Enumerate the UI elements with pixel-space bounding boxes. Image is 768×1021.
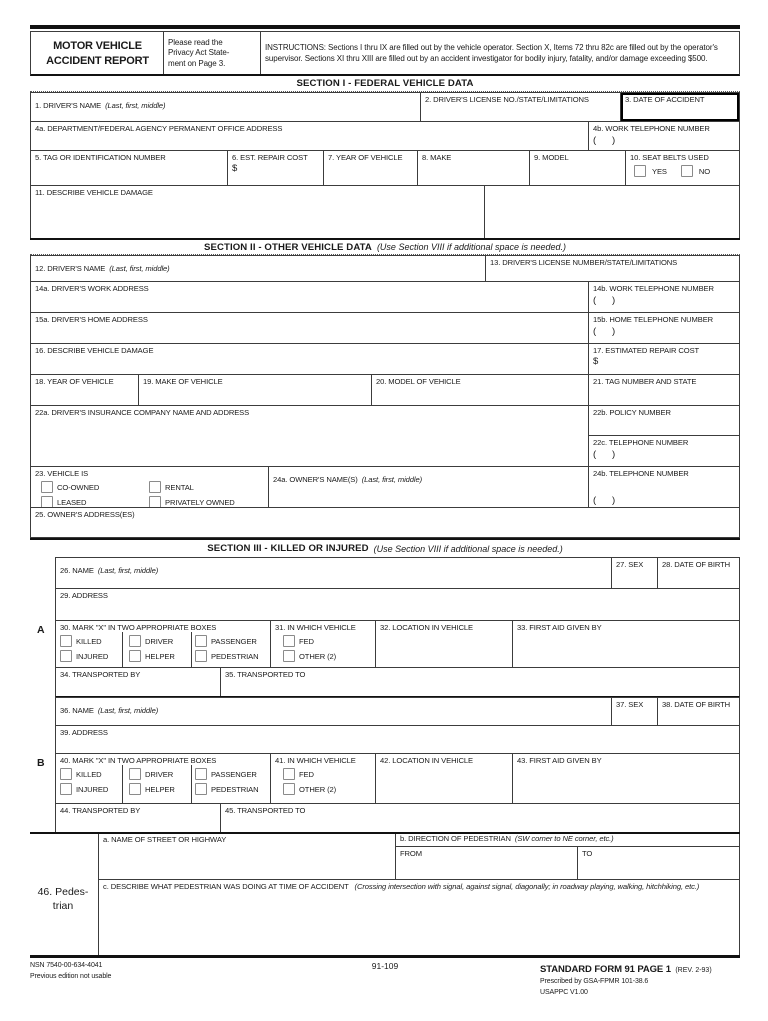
checkbox-fed-b[interactable] bbox=[283, 768, 295, 780]
checkbox-label: CO-OWNED bbox=[57, 482, 100, 492]
phone-parens: ( ) bbox=[593, 449, 616, 461]
footer-left bbox=[30, 961, 111, 982]
row-14 bbox=[30, 281, 740, 313]
checkbox-co-owned[interactable] bbox=[41, 481, 53, 493]
field-36-name[interactable] bbox=[56, 698, 612, 725]
row-5 bbox=[30, 150, 740, 186]
field-label: 15b. HOME TELEPHONE NUMBER bbox=[593, 315, 714, 324]
checkbox-pedestrian-a[interactable] bbox=[195, 650, 207, 662]
row-15 bbox=[30, 312, 740, 344]
field-label: 11. DESCRIBE VEHICLE DAMAGE bbox=[35, 188, 153, 197]
row-11-divider bbox=[484, 186, 485, 238]
field-label: 18. YEAR OF VEHICLE bbox=[35, 377, 114, 386]
row-4 bbox=[30, 121, 740, 151]
dollar-sign: $ bbox=[232, 163, 238, 175]
field-35-transported-to[interactable] bbox=[221, 668, 739, 696]
field-label: 29. ADDRESS bbox=[60, 591, 108, 600]
field-28-date-of-birth[interactable] bbox=[658, 558, 739, 588]
field-label: 4a. DEPARTMENT/FEDERAL AGENCY PERMANENT OFFICE ADDRESS bbox=[35, 124, 283, 133]
checkbox-label: KILLED bbox=[76, 769, 102, 779]
field-label: 43. FIRST AID GIVEN BY bbox=[517, 756, 602, 765]
checkbox-label: YES bbox=[652, 166, 667, 176]
field-label: FROM bbox=[400, 849, 422, 858]
field-30-mark-x-boxes bbox=[56, 621, 271, 667]
field-40-mark-x-boxes bbox=[56, 754, 271, 803]
field-label: 22a. DRIVER'S INSURANCE COMPANY NAME AND ADDRESS bbox=[35, 408, 250, 417]
field-10-seat-belts-used bbox=[626, 151, 739, 185]
checkbox-label: DRIVER bbox=[145, 769, 174, 779]
checkbox-label: HELPER bbox=[145, 784, 175, 794]
section-3-header bbox=[30, 538, 740, 557]
field-label: 1. DRIVER'S NAME bbox=[35, 101, 102, 110]
field-39-address[interactable] bbox=[56, 726, 739, 753]
field-label: 21. TAG NUMBER AND STATE bbox=[593, 377, 697, 386]
field-11-describe-vehicle-damage[interactable] bbox=[31, 186, 739, 238]
field-label: 40. MARK "X" IN TWO APPROPRIATE BOXES bbox=[60, 756, 217, 765]
field-13-drivers-license[interactable] bbox=[486, 256, 739, 281]
field-38-date-of-birth[interactable] bbox=[658, 698, 739, 725]
checkbox-label: INJURED bbox=[76, 651, 109, 661]
row-16 bbox=[30, 343, 740, 375]
checkbox-seatbelts-no[interactable] bbox=[681, 165, 693, 177]
section-2-note: (Use Section VIII if additional space is needed.) bbox=[376, 242, 567, 252]
field-label: 36. NAME bbox=[60, 706, 94, 715]
person-a-letter: A bbox=[37, 624, 45, 636]
field-16-describe-vehicle-damage[interactable] bbox=[31, 344, 589, 374]
field-3-date-of-accident[interactable] bbox=[621, 93, 739, 121]
field-label: 26. NAME bbox=[60, 566, 94, 575]
row-39 bbox=[55, 725, 740, 754]
usappc-version: USAPPC V1.00 bbox=[540, 988, 588, 996]
field-label: 9. MODEL bbox=[534, 153, 569, 162]
field-4a-agency-address[interactable] bbox=[31, 122, 589, 150]
field-label: 34. TRANSPORTED BY bbox=[60, 670, 141, 679]
field-14a-work-address[interactable] bbox=[31, 282, 589, 312]
field-label: 15a. DRIVER'S HOME ADDRESS bbox=[35, 315, 148, 324]
field-label: b. DIRECTION OF PEDESTRIAN bbox=[400, 834, 511, 843]
field-29-address[interactable] bbox=[56, 589, 739, 620]
pedestrian-top-rule bbox=[30, 832, 740, 834]
checkbox-label: LEASED bbox=[57, 497, 87, 507]
field-label: 39. ADDRESS bbox=[60, 728, 108, 737]
dollar-sign: $ bbox=[593, 356, 599, 368]
section-1-title: SECTION I - FEDERAL VEHICLE DATA bbox=[296, 78, 474, 89]
field-19-make-of-vehicle[interactable] bbox=[139, 375, 372, 405]
footer-center-code: 91-109 bbox=[371, 961, 399, 971]
field-34-transported-by[interactable] bbox=[56, 668, 221, 696]
field-46c-pedestrian-activity[interactable] bbox=[99, 880, 739, 955]
privacy-line: Privacy Act State- bbox=[168, 48, 230, 58]
row-25 bbox=[30, 507, 740, 538]
form-title-line2: ACCIDENT REPORT bbox=[46, 54, 149, 67]
field-label: 35. TRANSPORTED TO bbox=[225, 670, 306, 679]
field-25-owners-addresses[interactable] bbox=[31, 508, 739, 537]
row-34 bbox=[55, 667, 740, 698]
footer-right bbox=[540, 959, 712, 998]
checkbox-rental[interactable] bbox=[149, 481, 161, 493]
field-45-transported-to[interactable] bbox=[221, 804, 739, 832]
field-label: 22c. TELEPHONE NUMBER bbox=[593, 438, 689, 447]
field-15b-home-phone[interactable] bbox=[589, 313, 739, 343]
checkbox-label: NO bbox=[698, 166, 711, 176]
field-label: 45. TRANSPORTED TO bbox=[225, 806, 306, 815]
checkbox-label: PASSENGER bbox=[211, 636, 257, 646]
field-8-make[interactable] bbox=[418, 151, 530, 185]
field-46a-street-or-highway[interactable] bbox=[99, 833, 396, 879]
field-label: 17. ESTIMATED REPAIR COST bbox=[593, 346, 700, 355]
field-label: 30. MARK "X" IN TWO APPROPRIATE BOXES bbox=[60, 623, 217, 632]
field-label: 24a. OWNER'S NAME(S) bbox=[273, 475, 358, 484]
pedestrian-block bbox=[98, 833, 740, 955]
checkbox-killed-a[interactable] bbox=[60, 635, 72, 647]
field-hint: (Last, first, middle) bbox=[97, 706, 159, 715]
person-b-letter: B bbox=[37, 757, 45, 769]
field-43-first-aid-given-by[interactable] bbox=[513, 754, 739, 803]
row-30 bbox=[55, 620, 740, 668]
field-1-drivers-name[interactable] bbox=[31, 93, 421, 121]
field-31-in-which-vehicle bbox=[271, 621, 376, 667]
field-14b-work-phone[interactable] bbox=[589, 282, 739, 312]
field-label: 12. DRIVER'S NAME bbox=[35, 264, 106, 273]
checkbox-label: RENTAL bbox=[165, 482, 194, 492]
field-label: 13. DRIVER'S LICENSE NUMBER/STATE/LIMITATIONS bbox=[490, 258, 678, 267]
field-hint: (Last, first, middle) bbox=[109, 264, 170, 273]
field-41-in-which-vehicle bbox=[271, 754, 376, 803]
field-label: TO bbox=[582, 849, 593, 858]
form-title-line1: MOTOR VEHICLE bbox=[53, 40, 142, 53]
bottom-rule bbox=[30, 955, 740, 958]
field-22b-policy-number[interactable] bbox=[589, 406, 739, 436]
checkbox-passenger-a[interactable] bbox=[195, 635, 207, 647]
privacy-act-note bbox=[164, 32, 261, 74]
checkbox-driver-b[interactable] bbox=[129, 768, 141, 780]
section-3-note: (Use Section VIII if additional space is needed.) bbox=[373, 543, 563, 554]
row-1 bbox=[30, 92, 740, 122]
field-22a-insurance-company[interactable] bbox=[31, 406, 589, 466]
instructions-text: INSTRUCTIONS: Sections I thru IX are filled out by the vehicle operator. Section X, Items 72 thru 82c are filled out by the operator's supervisor. Sections XI thru XIII are filled out by an accident investigator for bodily injury, fatality, and/or damage exceeding $500. bbox=[265, 43, 718, 63]
checkbox-passenger-b[interactable] bbox=[195, 768, 207, 780]
field-2-drivers-license[interactable] bbox=[421, 93, 621, 121]
row-29 bbox=[55, 588, 740, 621]
checkbox-pedestrian-b[interactable] bbox=[195, 783, 207, 795]
field-21-tag-number-state[interactable] bbox=[589, 375, 739, 405]
section-2-title: SECTION II - OTHER VEHICLE DATA bbox=[203, 241, 372, 253]
row-22 bbox=[30, 405, 740, 467]
prescribed-by: Prescribed by GSA-FPMR 101-38.6 bbox=[540, 978, 649, 985]
field-label: 3. DATE OF ACCIDENT bbox=[625, 95, 705, 104]
field-26-name[interactable] bbox=[56, 558, 612, 588]
privacy-line: Please read the bbox=[168, 37, 223, 47]
field-label: 10. SEAT BELTS USED bbox=[630, 153, 709, 162]
field-label: 31. IN WHICH VEHICLE bbox=[275, 623, 356, 632]
field-label: 42. LOCATION IN VEHICLE bbox=[380, 756, 473, 765]
field-20-model-of-vehicle[interactable] bbox=[372, 375, 589, 405]
field-hint: (Crossing intersection with signal, against signal, diagonally; in roadway playing, walking, hitchhiking, etc.) bbox=[354, 882, 700, 891]
checkbox-other-a[interactable] bbox=[283, 650, 295, 662]
checkbox-label: PEDESTRIAN bbox=[211, 784, 259, 794]
checkbox-label: INJURED bbox=[76, 784, 109, 794]
field-23-vehicle-is bbox=[31, 467, 269, 507]
section-2-header bbox=[30, 238, 740, 255]
field-15a-home-address[interactable] bbox=[31, 313, 589, 343]
field-hint: (Last, first, middle) bbox=[361, 475, 423, 484]
field-33-first-aid-given-by[interactable] bbox=[513, 621, 739, 667]
field-label: 14a. DRIVER'S WORK ADDRESS bbox=[35, 284, 149, 293]
field-42-location-in-vehicle[interactable] bbox=[376, 754, 513, 803]
row-40 bbox=[55, 753, 740, 804]
row-26 bbox=[55, 557, 740, 589]
top-rule bbox=[30, 25, 740, 29]
form-title bbox=[31, 32, 164, 74]
checkbox-injured-a[interactable] bbox=[60, 650, 72, 662]
checkbox-label: PASSENGER bbox=[211, 769, 257, 779]
form-revision: (REV. 2-93) bbox=[675, 967, 712, 974]
field-7-year-of-vehicle[interactable] bbox=[324, 151, 418, 185]
field-label: 37. SEX bbox=[616, 700, 644, 709]
field-hint: (SW corner to NE corner, etc.) bbox=[514, 834, 614, 843]
field-37-sex[interactable] bbox=[612, 698, 658, 725]
field-27-sex[interactable] bbox=[612, 558, 658, 588]
field-label: 7. YEAR OF VEHICLE bbox=[328, 153, 403, 162]
field-hint: (Last, first, middle) bbox=[97, 566, 159, 575]
field-46b-to[interactable] bbox=[578, 847, 739, 879]
field-label: 44. TRANSPORTED BY bbox=[60, 806, 141, 815]
field-label: 25. OWNER'S ADDRESS(ES) bbox=[35, 510, 135, 519]
field-label: 2. DRIVER'S LICENSE NO./STATE/LIMITATIONS bbox=[425, 95, 589, 104]
checkbox-label: DRIVER bbox=[145, 636, 174, 646]
instructions bbox=[261, 32, 739, 74]
section-1-header bbox=[30, 76, 740, 92]
row-36 bbox=[55, 697, 740, 726]
checkbox-killed-b[interactable] bbox=[60, 768, 72, 780]
checkbox-other-b[interactable] bbox=[283, 783, 295, 795]
phone-parens: ( ) bbox=[593, 295, 616, 307]
phone-parens: ( ) bbox=[593, 326, 616, 338]
checkbox-driver-a[interactable] bbox=[129, 635, 141, 647]
field-hint: (Last, first, middle) bbox=[105, 101, 166, 110]
checkbox-label: OTHER (2) bbox=[299, 784, 337, 794]
field-label: c. DESCRIBE WHAT PEDESTRIAN WAS DOING AT TIME OF ACCIDENT bbox=[103, 882, 349, 891]
row-23 bbox=[30, 466, 740, 508]
field-5-tag-number[interactable] bbox=[31, 151, 228, 185]
form-header bbox=[30, 31, 740, 76]
previous-edition-note: Previous edition not usable bbox=[30, 972, 112, 980]
checkbox-label: HELPER bbox=[145, 651, 175, 661]
field-label: 19. MAKE OF VEHICLE bbox=[143, 377, 223, 386]
field-4b-work-phone[interactable] bbox=[589, 122, 739, 150]
field-label: 16. DESCRIBE VEHICLE DAMAGE bbox=[35, 346, 154, 355]
field-24a-owners-names[interactable] bbox=[269, 467, 589, 507]
checkbox-fed-a[interactable] bbox=[283, 635, 295, 647]
field-label: 24b. TELEPHONE NUMBER bbox=[593, 469, 689, 478]
row-44 bbox=[55, 803, 740, 834]
checkbox-label: PEDESTRIAN bbox=[211, 651, 259, 661]
field-label: 32. LOCATION IN VEHICLE bbox=[380, 623, 473, 632]
field-label: 20. MODEL OF VEHICLE bbox=[376, 377, 461, 386]
field-label: 41. IN WHICH VEHICLE bbox=[275, 756, 356, 765]
field-9-model[interactable] bbox=[530, 151, 626, 185]
field-label: 28. DATE OF BIRTH bbox=[662, 560, 731, 569]
nsn-number: NSN 7540-00-634-4041 bbox=[30, 962, 103, 969]
field-label: 6. EST. REPAIR COST bbox=[232, 153, 308, 162]
field-label: 22b. POLICY NUMBER bbox=[593, 408, 671, 417]
field-label: 8. MAKE bbox=[422, 153, 452, 162]
field-18-year-of-vehicle[interactable] bbox=[31, 375, 139, 405]
field-46-pedestrian-label bbox=[30, 886, 96, 913]
phone-parens: ( ) bbox=[593, 495, 616, 506]
field-label: 38. DATE OF BIRTH bbox=[662, 700, 731, 709]
checkbox-label: FED bbox=[299, 769, 314, 779]
field-label: 23. VEHICLE IS bbox=[35, 469, 89, 478]
field-46b-direction-of-pedestrian bbox=[396, 833, 739, 847]
field-24b-telephone-number[interactable] bbox=[589, 467, 739, 507]
section-3-title: SECTION III - KILLED OR INJURED bbox=[207, 543, 369, 554]
checkbox-helper-a[interactable] bbox=[129, 650, 141, 662]
field-label: 5. TAG OR IDENTIFICATION NUMBER bbox=[35, 153, 166, 162]
checkbox-label: FED bbox=[299, 636, 314, 646]
field-label: 27. SEX bbox=[616, 560, 644, 569]
field-44-transported-by[interactable] bbox=[56, 804, 221, 832]
row-11 bbox=[30, 185, 740, 239]
field-46-number-2: trian bbox=[52, 899, 74, 912]
checkbox-label: PRIVATELY OWNED bbox=[165, 497, 235, 507]
field-46b-from[interactable] bbox=[396, 847, 578, 879]
field-label: 4b. WORK TELEPHONE NUMBER bbox=[593, 124, 710, 133]
form-number: STANDARD FORM 91 PAGE 1 bbox=[540, 964, 671, 975]
field-label: a. NAME OF STREET OR HIGHWAY bbox=[103, 835, 227, 844]
field-32-location-in-vehicle[interactable] bbox=[376, 621, 513, 667]
field-22c-telephone-number[interactable] bbox=[589, 436, 739, 466]
row-18 bbox=[30, 374, 740, 406]
field-label: 14b. WORK TELEPHONE NUMBER bbox=[593, 284, 714, 293]
privacy-line: ment on Page 3. bbox=[168, 58, 226, 68]
field-12-drivers-name[interactable] bbox=[31, 256, 486, 281]
field-6-est-repair-cost[interactable] bbox=[228, 151, 324, 185]
checkbox-label: OTHER (2) bbox=[299, 651, 337, 661]
field-label: 33. FIRST AID GIVEN BY bbox=[517, 623, 602, 632]
checkbox-seatbelts-yes[interactable] bbox=[634, 165, 646, 177]
checkbox-helper-b[interactable] bbox=[129, 783, 141, 795]
field-17-estimated-repair-cost[interactable] bbox=[589, 344, 739, 374]
phone-parens: ( ) bbox=[593, 135, 616, 147]
checkbox-label: KILLED bbox=[76, 636, 102, 646]
field-46-number: 46. Pedes- bbox=[37, 886, 89, 898]
checkbox-injured-b[interactable] bbox=[60, 783, 72, 795]
row-12 bbox=[30, 255, 740, 282]
